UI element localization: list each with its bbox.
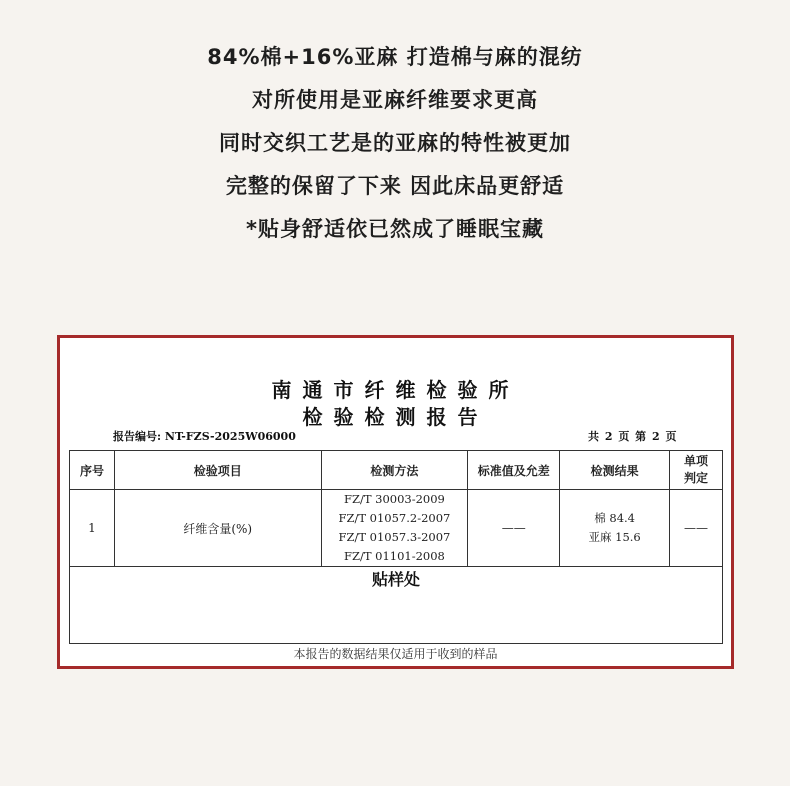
sample-attachment-area xyxy=(69,565,723,644)
row-item: 纤维含量(%) xyxy=(114,490,321,567)
report-page-info: 共 2 页 第 2 页 xyxy=(588,430,678,443)
header-standard: 标准值及允差 xyxy=(468,451,560,490)
result-cotton: 棉 84.4 xyxy=(594,511,635,525)
row-methods xyxy=(321,490,468,567)
header-item: 检验项目 xyxy=(114,451,321,490)
method-2: FZ/T 01057.2-2007 xyxy=(338,511,451,525)
row-results xyxy=(560,490,670,567)
report-footnote: 本报告的数据结果仅适用于收到的样品 xyxy=(293,647,498,661)
report-number: 报告编号: NT-FZS-2025W06000 xyxy=(113,430,296,443)
test-report-image xyxy=(57,335,734,669)
method-1: FZ/T 30003-2009 xyxy=(343,492,445,506)
row-judgement: —— xyxy=(670,490,723,567)
intro-line-2: 对所使用是亚麻纤维要求更高 xyxy=(252,88,538,112)
header-result: 检测结果 xyxy=(560,451,670,490)
header-index: 序号 xyxy=(70,451,115,490)
table-header-row xyxy=(70,451,723,490)
row-index: 1 xyxy=(70,490,115,567)
method-3: FZ/T 01057.3-2007 xyxy=(338,530,451,544)
report-institution-title: 南通市纤维检验所 xyxy=(271,378,520,402)
method-4: FZ/T 01101-2008 xyxy=(343,549,445,563)
header-judgement: 单项判定 xyxy=(670,451,723,490)
row-standard: —— xyxy=(468,490,560,567)
report-document-title: 检验检测报告 xyxy=(302,405,489,429)
intro-line-5: *贴身舒适依已然成了睡眠宝藏 xyxy=(246,217,544,241)
intro-line-1: 84%棉+16%亚麻 打造棉与麻的混纺 xyxy=(207,45,583,69)
header-method: 检测方法 xyxy=(321,451,468,490)
result-table xyxy=(69,450,723,567)
sample-label: 贴样处 xyxy=(371,570,420,589)
intro-line-3: 同时交织工艺是的亚麻的特性被更加 xyxy=(219,131,571,155)
table-row xyxy=(70,490,723,567)
intro-line-4: 完整的保留了下来 因此床品更舒适 xyxy=(225,174,565,198)
intro-text-block xyxy=(0,36,790,251)
result-linen: 亚麻 15.6 xyxy=(588,530,641,544)
